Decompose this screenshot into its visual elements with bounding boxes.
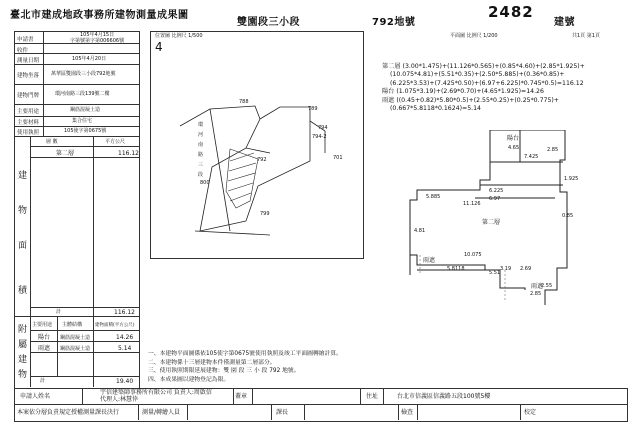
check-label: 檢查 (401, 409, 414, 416)
label-balcony: 陽台 (507, 135, 520, 142)
parcel-799: 799 (260, 211, 270, 217)
area-total-value: 116.12 (114, 309, 135, 316)
annex-col-struct: 主體結構 (62, 322, 83, 328)
vtitle-2: 物 (18, 206, 28, 216)
value-material: 集合住宅 (72, 118, 93, 124)
value-application: 105年4月15日 字第號第字第006606號 (70, 32, 125, 44)
dim-5-8118: 5.8118 (447, 266, 465, 272)
formula-line: (10.075*4.81)+(5.51*0.35)+(2.50*5.885)+(0.36*0.85)+ (390, 71, 565, 79)
dim-2-69: 2.69 (520, 266, 532, 272)
area-total-label: 計 (56, 309, 62, 315)
note-item: 四、本成果圖以建物登記為限。 (148, 376, 230, 383)
verify-label: 校定 (524, 409, 537, 416)
label-permit: 使用執照 (17, 130, 40, 136)
label-main-use: 主要用途 (17, 109, 40, 115)
document-title: 臺北市建成地政事務所建物測量成果圖 (10, 10, 189, 21)
dim-6-97: 6.97 (489, 196, 501, 202)
value-survey-date: 105年4月20日 (72, 56, 107, 62)
address-label: 住址 (366, 393, 379, 400)
parcel-794: 794 (318, 125, 328, 131)
delegation-note: 本案依分層負責規定授權測量課長決行 (17, 409, 120, 416)
dim-11-126: 11.126 (463, 201, 481, 207)
dim-2-55: 2.55 (541, 283, 553, 289)
building-number-label: 建號 (554, 17, 575, 28)
dim-1-925: 1.925 (564, 176, 579, 182)
parcel-789: 789 (308, 106, 318, 112)
annex-vtitle-2: 屬 (18, 340, 28, 350)
vtitle-1: 建 (18, 171, 28, 181)
dim-4-81: 4.81 (414, 228, 426, 234)
notes-block (148, 350, 342, 384)
note-item: 三、使用執照期限延展建物：雙 園 段 三 小 段 792 地號。 (148, 368, 300, 374)
dim-10-075: 10.075 (464, 252, 482, 258)
parcel-788: 788 (239, 99, 249, 105)
location-map-drawing (150, 31, 363, 258)
dim-6-225: 6.225 (489, 188, 504, 194)
dim-2-85b: 2.85 (530, 291, 542, 297)
dim-7-425: 7.425 (524, 154, 539, 160)
vtitle-3: 面 (18, 241, 28, 251)
annex-vtitle-4: 物 (18, 370, 28, 380)
section-name: 雙園段三小段 (237, 17, 300, 28)
annex-struct-2: 鋼筋混凝土造 (60, 346, 91, 352)
annex-vtitle-3: 建 (18, 355, 28, 365)
seal-label: 蓋章 (235, 393, 248, 400)
surveyor-label: 測量/轉繪人員 (142, 409, 181, 416)
floor-name: 第二層 (56, 150, 75, 157)
annex-total-label: 計 (40, 378, 46, 384)
annex-vtitle-1: 附 (18, 325, 28, 335)
north-arrow-icon: 4 (155, 40, 163, 54)
formula-line: (6.225*3.53)+(7.425*0.50)+(6.97+6.225)*0.745*0.5)=116.12 (390, 79, 584, 87)
label-location: 建物坐落 (17, 73, 40, 79)
parcel-701: 701 (333, 155, 343, 161)
dim-3-19: 3.19 (500, 266, 512, 272)
formula-line: 陽台 (1.075*3.19)+(2.69*0.70)+(4.65*1.925)=14.26 (382, 88, 544, 96)
dim-5-51: 5.51 (489, 270, 501, 276)
dim-0-85: 0.85 (562, 213, 574, 219)
annex-area-1: 14.26 (116, 334, 134, 341)
parcel-800: 800 (200, 180, 210, 186)
value-permit: 105使字第0675號 (64, 128, 107, 134)
chief-label: 課長 (276, 409, 289, 416)
parcel-792: 792 (257, 157, 267, 163)
label-survey-date: 測量日期 (17, 58, 40, 64)
annex-total-value: 19.40 (116, 378, 134, 385)
applicant-label: 申請人姓名 (20, 393, 51, 400)
vtitle-4: 積 (18, 286, 28, 296)
annex-use-2: 雨遮 (38, 345, 51, 352)
formula-line: 第二層 (3.00*1.475)+(11.126*0.565)+(0.85*4.60)+(2.85*1.925)+ (382, 63, 585, 70)
label-floor2: 第二層 (482, 219, 501, 226)
page-number: 共1頁 第1頁 (572, 33, 600, 39)
label-canopy-1: 雨遮 (423, 257, 436, 264)
value-address: 環河南路三段139號二樓 (55, 91, 110, 97)
annex-col-use: 主要用途 (32, 322, 53, 328)
value-main-use: 鋼筋混凝土造 (70, 107, 101, 113)
annex-area-2: 5.14 (118, 345, 132, 352)
parcel-794-2: 794-2 (312, 134, 327, 140)
applicant-name: 宇信建築師事務所有限公司 負責人:周啟信 代理人:林慧倖 (100, 389, 212, 403)
label-receipt: 收件 (17, 48, 29, 54)
note-item: 一、本建物平面圖係依105使字第0675號使用執照及竣工平面圖轉繪計算。 (148, 351, 342, 357)
dim-4-65: 4.65 (508, 145, 520, 151)
address-value: 台北市信義區信義路五段100號5樓 (397, 393, 491, 400)
road-name: 環河南路三段 (198, 122, 204, 178)
note-item: 二、本建物係十三層建物本件僅測量第二層部分。 (148, 359, 276, 366)
annex-col-area: 建物面積(平方公尺) (95, 323, 135, 328)
formula-line: (0.667*5.8118*0.1624)=5.14 (390, 105, 481, 113)
label-canopy-2: 雨遮 (531, 283, 544, 290)
value-location: 萬華區雙園段三小段792地號 (51, 71, 116, 77)
plan-caption: 平面圖 比例尺 1/200 (450, 33, 498, 39)
annex-use-1: 陽台 (38, 334, 51, 341)
land-number: 792地號 (372, 17, 416, 28)
location-map-caption: 位置圖 比例尺 1/500 (155, 33, 203, 39)
annex-struct-1: 鋼筋混凝土造 (60, 335, 91, 341)
label-application: 申請書 (17, 37, 34, 43)
label-material: 主要材料 (17, 120, 40, 126)
formula-line: 雨遮 ((0.45+0.82)*5.80*0.5)+(2.55*0.25)+(0.25*0.775)+ (382, 96, 559, 104)
building-number: 2482 (488, 3, 534, 21)
floor-area: 116.12 (118, 150, 139, 157)
area-col-sqm: 平方公尺 (105, 139, 126, 145)
dim-5-885: 5.885 (426, 194, 441, 200)
label-address: 建物門牌 (17, 93, 40, 99)
area-col-floors: 層 數 (46, 139, 58, 145)
dim-2-85: 2.85 (547, 147, 559, 153)
area-formulas (382, 63, 585, 113)
